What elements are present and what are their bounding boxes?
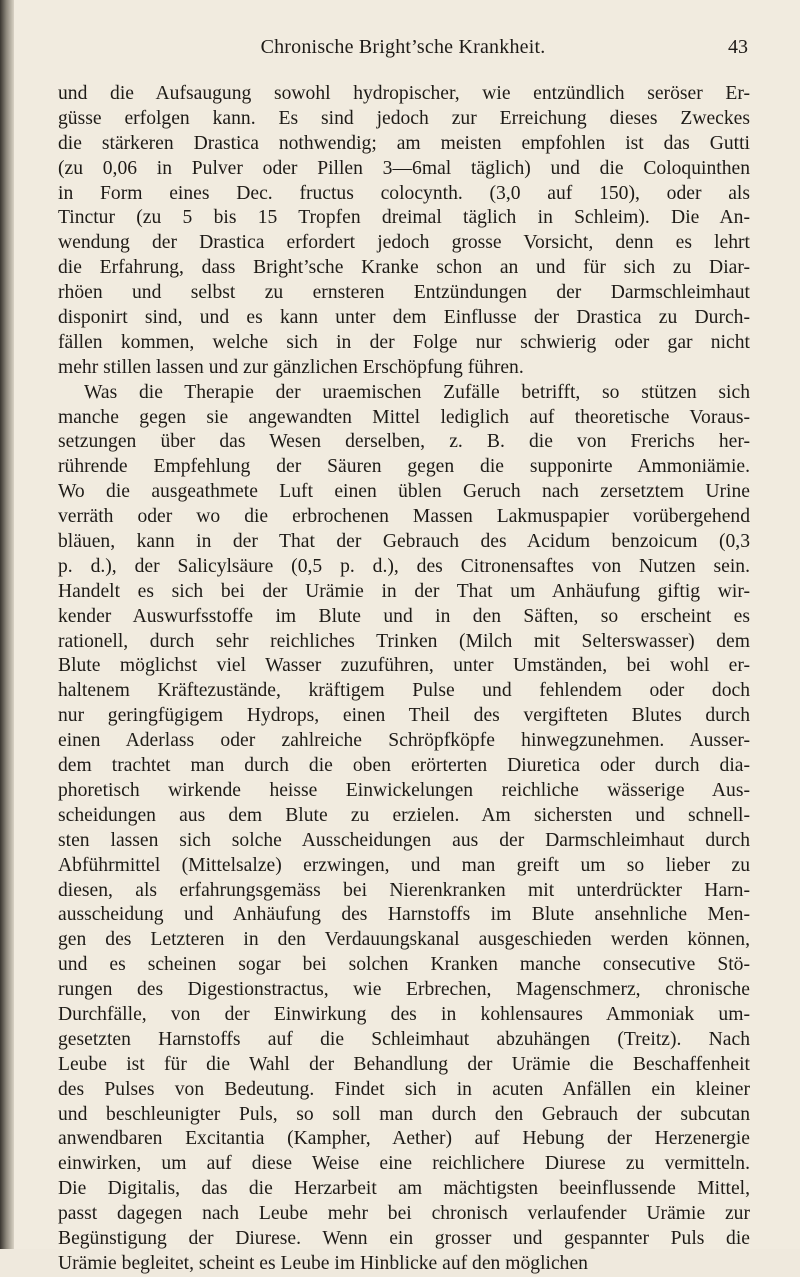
text-line: manche gegen sie angewandten Mittel lediglich auf theoretische Voraus-	[58, 406, 750, 428]
text-line: Begünstigung der Diurese. Wenn ein grosser und gespannter Puls die	[58, 1227, 750, 1249]
text-line: Urämie begleitet, scheint es Leube im Hinblicke auf den möglichen	[58, 1252, 588, 1274]
text-line: p. d.), der Salicylsäure (0,5 p. d.), des Citronensaftes von Nutzen sein.	[58, 555, 750, 577]
text-line: kender Auswurfsstoffe im Blute und in den Säften, so erscheint es	[58, 605, 750, 627]
running-title: Chronische Bright’sche Krankheit.	[260, 36, 546, 58]
text-line: rührende Empfehlung der Säuren gegen die supponirte Ammoniämie.	[58, 456, 750, 478]
text-line: Was die Therapie der uraemischen Zufälle betrifft, so stützen sich	[84, 381, 750, 403]
text-line: fällen kommen, welche sich in der Folge nur schwierig oder gar nicht	[58, 331, 750, 353]
text-line: rationell, durch sehr reichliches Trinken (Milch mit Selterswasser) dem	[58, 630, 750, 652]
text-line: güsse erfolgen kann. Es sind jedoch zur Erreichung dieses Zweckes	[58, 107, 750, 129]
page-number: 43	[728, 36, 748, 58]
text-line: sten lassen sich solche Ausscheidungen aus der Darmschleimhaut durch	[58, 829, 750, 851]
text-line: rhöen und selbst zu ernsteren Entzündungen der Darmschleimhaut	[58, 282, 750, 304]
text-line: und beschleunigter Puls, so soll man durch den Gebrauch der subcutan	[58, 1103, 750, 1125]
text-line: gesetzten Harnstoffs auf die Schleimhaut abzuhängen (Treitz). Nach	[58, 1028, 750, 1050]
text-line: wendung der Drastica erfordert jedoch grosse Vorsicht, denn es lehrt	[58, 232, 750, 254]
text-line: (zu 0,06 in Pulver oder Pillen 3—6mal täglich) und die Coloquinthen	[58, 157, 750, 179]
text-line: phoretisch wirkende heisse Einwickelungen reichliche wässerige Aus-	[58, 779, 750, 801]
text-line: in Form eines Dec. fructus colocynth. (3,0 auf 150), oder als	[58, 182, 750, 204]
text-line: einen Aderlass oder zahlreiche Schröpfköpfe hinwegzunehmen. Ausser-	[58, 730, 750, 752]
text-line: dem trachtet man durch die oben erörterten Diuretica oder durch dia-	[58, 755, 750, 777]
text-line: nur geringfügigem Hydrops, einen Theil des vergifteten Blutes durch	[58, 705, 750, 727]
text-line: Die Digitalis, das die Herzarbeit am mächtigsten beeinflussende Mittel,	[58, 1178, 750, 1200]
text-line: verräth oder wo die erbrochenen Massen Lakmuspapier vorübergehend	[58, 506, 750, 528]
text-line: rungen des Digestionstractus, wie Erbrechen, Magenschmerz, chronische	[58, 979, 750, 1001]
text-line: Tinctur (zu 5 bis 15 Tropfen dreimal täglich in Schleim). Die An-	[58, 207, 750, 229]
text-line: setzungen über das Wesen derselben, z. B. die von Frerichs her-	[58, 431, 750, 453]
text-line: gen des Letzteren in den Verdauungskanal ausgeschieden werden können,	[58, 929, 750, 951]
text-line: scheidungen aus dem Blute zu erzielen. Am sichersten und schnell-	[58, 804, 750, 826]
body-text	[58, 82, 750, 1277]
text-line: Leube ist für die Wahl der Behandlung der Urämie die Beschaffenheit	[58, 1053, 750, 1075]
page-header	[58, 36, 748, 66]
text-line: Handelt es sich bei der Urämie in der That um Anhäufung giftig wir-	[58, 580, 750, 602]
text-line: anwendbaren Excitantia (Kampher, Aether) auf Hebung der Herzenergie	[58, 1128, 750, 1150]
text-line: diesen, als erfahrungsgemäss bei Nierenkranken mit unterdrückter Harn-	[58, 879, 750, 901]
text-line: passt dagegen nach Leube mehr bei chronisch verlaufender Urämie zur	[58, 1203, 750, 1225]
text-line: haltenem Kräftezustände, kräftigem Pulse und fehlendem oder doch	[58, 680, 750, 702]
text-line: Durchfälle, von der Einwirkung des in kohlensaures Ammoniak um-	[58, 1003, 750, 1025]
text-line: bläuen, kann in der That der Gebrauch des Acidum benzoicum (0,3	[58, 531, 750, 553]
text-line: mehr stillen lassen und zur gänzlichen Erschöpfung führen.	[58, 356, 524, 378]
text-line: einwirken, um auf diese Weise eine reichlichere Diurese zu vermitteln.	[58, 1153, 750, 1175]
page-binding-edge	[0, 0, 14, 1249]
text-line: die Erfahrung, dass Bright’sche Kranke schon an und für sich zu Diar-	[58, 257, 750, 279]
text-line: disponirt sind, und es kann unter dem Einflusse der Drastica zu Durch-	[58, 307, 750, 329]
text-line: Wo die ausgeathmete Luft einen üblen Geruch nach zersetztem Urine	[58, 481, 750, 503]
text-line: Abführmittel (Mittelsalze) erzwingen, und man greift um so lieber zu	[58, 854, 750, 876]
text-line: Blute möglichst viel Wasser zuzuführen, unter Umständen, bei wohl er-	[58, 655, 750, 677]
text-line: und die Aufsaugung sowohl hydropischer, wie entzündlich seröser Er-	[58, 83, 750, 104]
text-line: die stärkeren Drastica nothwendig; am meisten empfohlen ist das Gutti	[58, 132, 750, 154]
text-line: des Pulses von Bedeutung. Findet sich in acuten Anfällen ein kleiner	[58, 1078, 750, 1100]
text-line: ausscheidung und Anhäufung des Harnstoffs im Blute ansehnliche Men-	[58, 904, 750, 926]
text-line: und es scheinen sogar bei solchen Kranken manche consecutive Stö-	[58, 954, 750, 976]
